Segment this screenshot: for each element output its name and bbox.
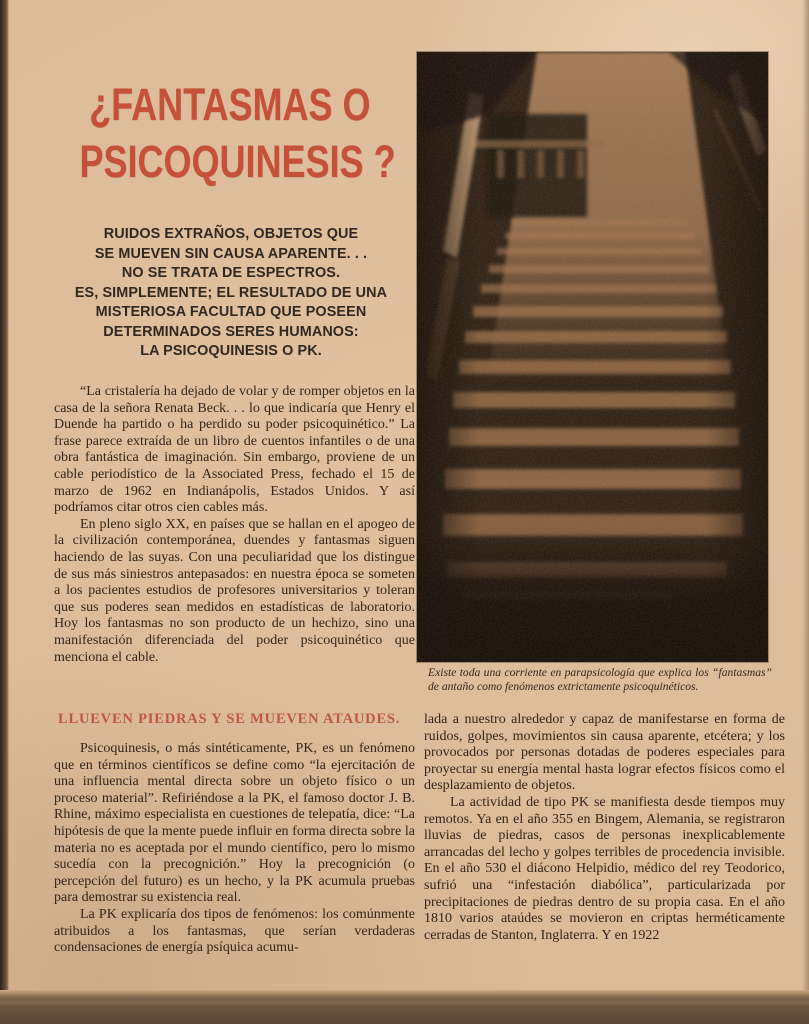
page-edge-right	[802, 0, 809, 1024]
subtitle-line: ES, SIMPLEMENTE; EL RESULTADO DE UNA	[74, 283, 388, 301]
title-line-2: PSICOQUINESIS ?	[79, 136, 396, 187]
page-edge-left	[0, 0, 9, 1024]
subtitle-line: LA PSICOQUINESIS O PK.	[140, 342, 322, 359]
staircase-photo	[417, 52, 768, 662]
paragraph: Psicoquinesis, o más sintéticamente, PK, es un fenómeno que en términos científicos se define como “la ejercitación de una influencia mental directa sobre un objeto físico o un proceso material”. Refiriéndose a la PK, el famoso doctor J. B. Rhine, máximo especialista en cuestiones de telepatía, dice: “La hipótesis de que la mente puede influir en forma directa sobre la materia no es aceptada por el mundo científico, pero lo mismo sucedía con la precognición.” Hoy la precognición (o percepción del futuro) es un hecho, y la PK acumula pruebas para demostrar su existencia real.	[54, 741, 415, 906]
subtitle-line: RUIDOS EXTRAÑOS, OBJETOS QUE	[103, 225, 359, 242]
paragraph: La PK explicaría dos tipos de fenómenos: los comúnmente atribuidos a los fantasmas, que serían verdaderas condensaciones de energía psíquica acumu-	[54, 906, 415, 956]
article-subtitle	[48, 224, 414, 361]
intro-column	[54, 384, 415, 666]
paragraph: lada a nuestro alrededor y capaz de manifestarse en forma de ruidos, golpes, movimientos sin causa aparente, etcétera; y los provocados por personas dotadas de poderes especiales para proyectar su energía mental hasta lograr efectos físicos como el desplazamiento de objetos.	[424, 712, 785, 794]
title-line-1: ¿FANTASMAS O	[89, 79, 371, 130]
photo-caption: Existe toda una corriente en parapsicología que explica los “fantasmas” de antaño como fenómenos extrictamente psicoquinéticos.	[428, 666, 772, 693]
subtitle-line: MISTERIOSA FACULTAD QUE POSEEN	[95, 303, 367, 320]
paragraph: “La cristalería ha dejado de volar y de romper objetos en la casa de la señora Renata Beck. . . lo que indicaría que Henry el Duende ha partido o ha perdido su poder psicoquinético.” La frase parece extraída de un libro de cuentos infantiles o de una obra fantástica de imaginación. Sin embargo, proviene de un cable periodístico de la Associated Press, fechado el 15 de marzo de 1962 en Indianápolis, Estados Unidos. Y así podríamos citar otros cien cables más.	[54, 384, 415, 516]
page-edge-bottom	[0, 990, 809, 1024]
page-title	[40, 76, 420, 190]
right-column	[424, 712, 785, 944]
staircase-photo-art	[417, 52, 768, 662]
paragraph: En pleno siglo XX, en países que se hallan en el apogeo de la civilización contemporánea, duendes y fantasmas siguen haciendo de las suyas. Con una peculiaridad que los distingue de sus más siniestros antepasados: en nuestra época se someten a los pacientes estudios de profesores universitarios y toleran que sus poderes sean medidos en estadísticas de laboratorio. Hoy los fantasmas no son producto de un hechizo, sino una manifestación diferenciada del poder psicoquinético que menciona el cable.	[54, 516, 415, 665]
subtitle-line: DETERMINADOS SERES HUMANOS:	[103, 322, 359, 340]
left-column	[54, 741, 415, 957]
subtitle-line: NO SE TRATA DE ESPECTROS.	[121, 264, 341, 281]
paragraph: La actividad de tipo PK se manifiesta desde tiempos muy remotos. Ya en el año 355 en Bingem, Alemania, se registraron lluvias de piedras, casos de personas inexplicablemente arrancadas del lecho y golpes terribles de procedencia invisible. En el año 530 el diácono Helpidio, médico del rey Teodorico, sufrió una “infestación diabólica”, particularizada por precipitaciones de piedras dentro de su propia casa. En el año 1810 varios ataúdes se movieron en criptas herméticamente cerradas de Stanton, Inglaterra. Y en 1922	[424, 794, 785, 943]
section-heading: LLUEVEN PIEDRAS Y SE MUEVEN ATAUDES.	[58, 711, 401, 727]
subtitle-line: SE MUEVEN SIN CAUSA APARENTE. . .	[94, 244, 368, 262]
